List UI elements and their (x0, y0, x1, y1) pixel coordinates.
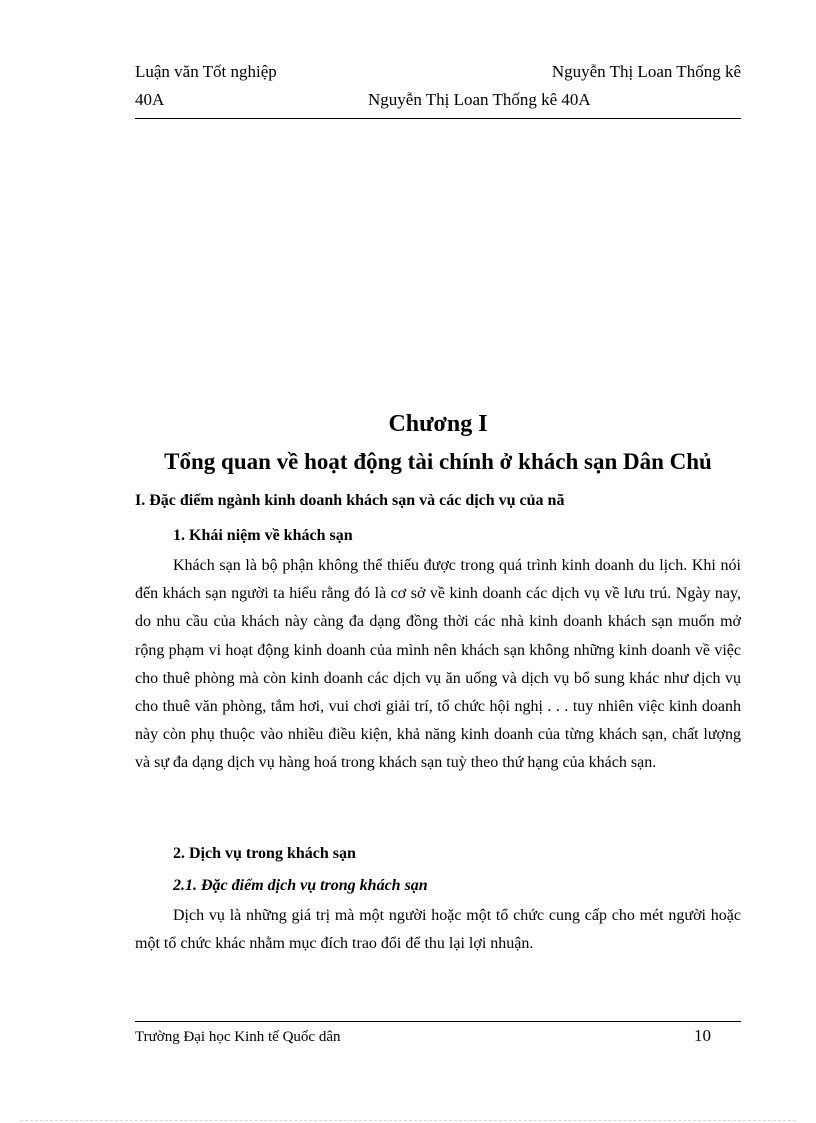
subsection-2-1-paragraph: Dịch vụ là những giá trị mà một người hoặc một tổ chức cung cấp cho mét người hoặc một tổ chức khác nhằm mục đích trao đổi để thu lại lợi nhuận. (135, 907, 741, 953)
subsection-2-1-heading: 2.1. Đặc điểm dịch vụ trong khách sạn (173, 877, 428, 894)
footer-rule (135, 1021, 741, 1022)
section-heading: I. Đặc điểm ngành kinh doanh khách sạn và các dịch vụ của nã (135, 492, 565, 509)
page-bottom-border (20, 1120, 796, 1121)
subsection-1-heading: 1. Khái niệm về khách sạn (173, 527, 353, 544)
header-right-line1: Nguyễn Thị Loan Thống kê (551, 62, 741, 81)
footer-institution: Trường Đại học Kinh tế Quốc dân (135, 1029, 341, 1045)
header-rule (135, 118, 741, 119)
header-left-line1: Luận văn Tốt nghiệp (135, 62, 277, 81)
subsection-2-heading: 2. Dịch vụ trong khách sạn (173, 845, 356, 862)
header-left-line2: 40A (135, 90, 165, 109)
chapter-title: Tổng quan về hoạt động tài chính ở khách sạn Dân Chủ (164, 449, 712, 474)
subsection-1-paragraph: Khách sạn là bộ phận không thể thiếu được trong quá trình kinh doanh du lịch. Khi nói đến khách sạn người ta hiểu rằng đó là cơ sở về kinh doanh các dịch vụ về lưu trú. Ngày nay, do nhu cầu của khách này càng đa dạng đồng thời các nhà kinh doanh khách sạn muốn mở rộng phạm vi hoạt động kinh doanh của mình nên khách sạn không những kinh doanh về việc cho thuê phòng mà còn kinh doanh các dịch vụ ăn uống và dịch vụ bổ sung khác như dịch vụ cho thuê văn phòng, tắm hơi, vui chơi giải trí, tổ chức hội nghị . . . tuy nhiên việc kinh doanh này còn phụ thuộc vào nhiều điều kiện, khả năng kinh doanh của từng khách sạn, chất lượng và sự đa dạng dịch vụ hàng hoá trong khách sạn tuỳ theo thứ hạng của khách sạn. (135, 557, 741, 772)
header-center-line2: Nguyễn Thị Loan Thống kê 40A (368, 90, 591, 109)
chapter-label: Chương I (388, 411, 488, 437)
page-number: 10 (694, 1026, 711, 1045)
